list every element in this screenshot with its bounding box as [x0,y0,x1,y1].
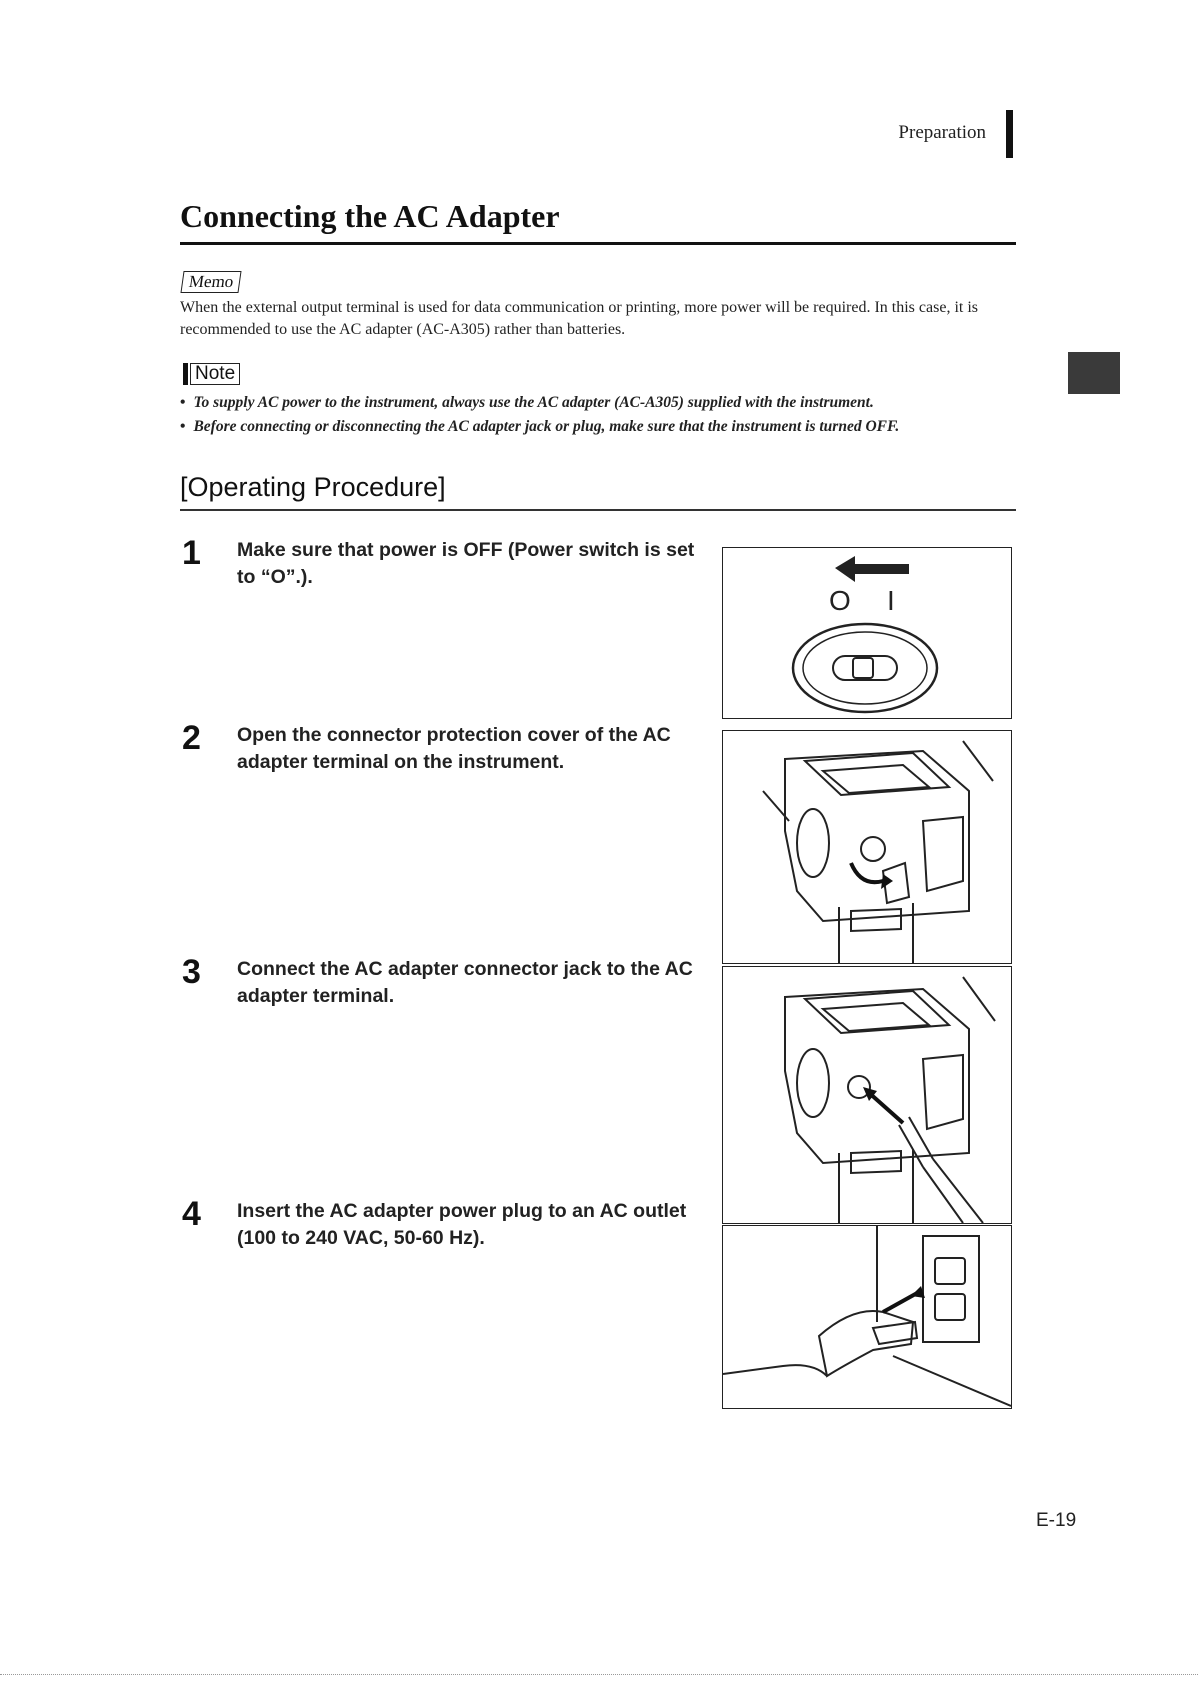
usb-cover [923,1055,963,1129]
step-3-text: Connect the AC adapter connector jack to the AC adapter terminal. [237,958,693,1007]
power-switch-illustration [723,548,1011,718]
page-title: Connecting the AC Adapter [180,198,560,234]
step-1-text: Make sure that power is OFF (Power switch is set to “O”.). [237,539,695,588]
switch-on-symbol: I [887,585,895,616]
power-switch-figure [722,547,1012,719]
ac-outlet-lower [935,1294,965,1320]
side-panel [797,1049,829,1117]
power-cable [723,1365,827,1376]
header-marker-bar [1006,110,1013,158]
step-4-number: 4 [182,1195,201,1233]
instrument-body [785,751,969,921]
usb-cover [923,817,963,891]
ac-outlet-upper [935,1258,965,1284]
outlet-figure [722,1225,1012,1409]
connect-jack-illustration [723,967,1011,1223]
arrow-left-icon [835,556,909,582]
note-item: • Before connecting or disconnecting the AC adapter jack or plug, make sure that the instrument is turned OFF. [180,415,1040,439]
scan-edge-line [0,1674,1198,1675]
title-divider [180,242,1016,245]
side-panel [797,809,829,877]
page-number: E-19 [1036,1510,1077,1531]
dc-terminal-icon [861,837,885,861]
memo-text: When the external output terminal is used for data communication or printing, more power will be required. In this case, it is recommended to use the AC adapter (AC-A305) rather than batteries. [180,299,978,338]
note-badge [183,363,240,385]
connect-jack-figure [722,966,1012,1224]
hand-icon [819,1311,913,1376]
procedure-divider [180,509,1016,511]
wall-plate [923,1236,979,1342]
memo-badge: Memo [180,271,241,293]
step-4-text: Insert the AC adapter power plug to an AC outlet (100 to 240 VAC, 50-60 Hz). [237,1200,687,1249]
open-cover-illustration [723,731,1011,963]
procedure-heading: [Operating Procedure] [180,472,446,502]
switch-bezel-inner [803,632,927,704]
instrument-body [785,989,969,1163]
open-cover-figure [722,730,1012,964]
jack-cable [899,1117,933,1167]
switch-slot [833,656,897,680]
header-section-label: Preparation [898,122,986,143]
switch-bezel-outer [793,624,937,712]
note-label: Note [190,363,240,385]
side-thumb-tab [1068,352,1120,394]
note-marker-bar [183,363,188,385]
note-item: • To supply AC power to the instrument, always use the AC adapter (AC-A305) supplied with the instrument. [180,391,1040,415]
step-2-text: Open the connector protection cover of the AC adapter terminal on the instrument. [237,724,671,773]
adapter-cable [923,1159,983,1223]
switch-knob [853,658,873,678]
note-list [180,391,1040,439]
outlet-illustration [723,1226,1011,1408]
switch-off-symbol: O [829,585,851,616]
step-1-number: 1 [182,534,201,572]
step-3-number: 3 [182,953,201,991]
rotate-arrow-icon [851,863,883,882]
step-2-number: 2 [182,719,201,757]
